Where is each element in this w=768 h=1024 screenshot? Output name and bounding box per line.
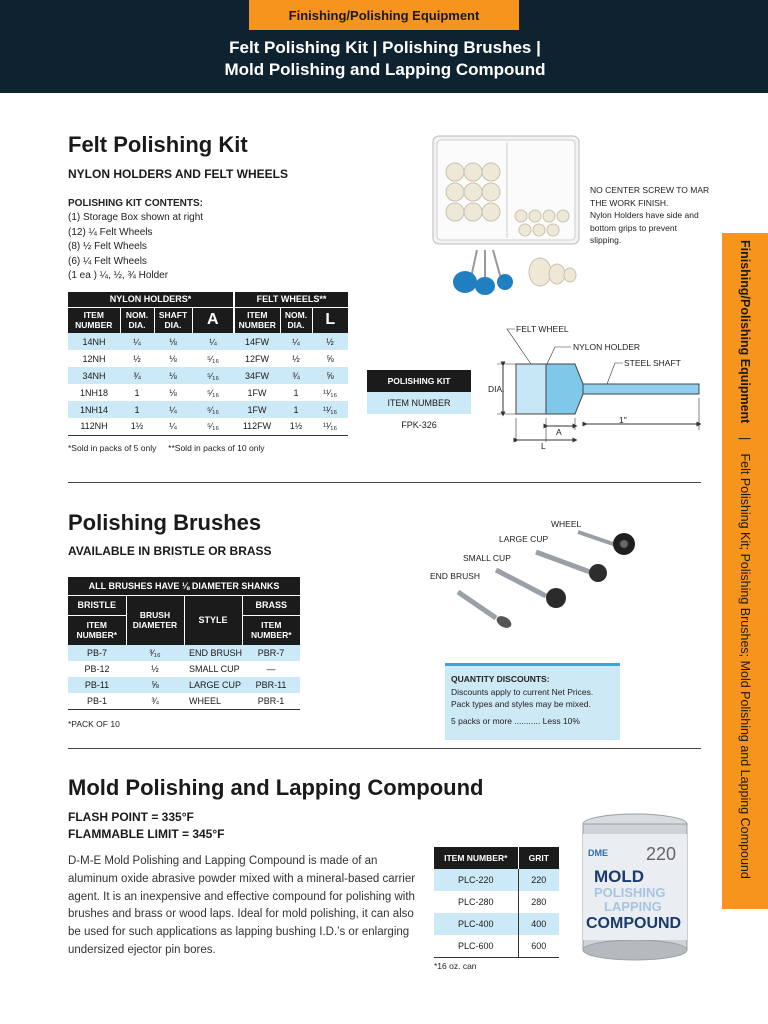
cell: ⁵⁄₁₆ [192,350,234,367]
col-header: ITEM NUMBER [75,310,113,331]
can-line3: LAPPING [604,899,662,914]
cell: 280 [518,891,559,913]
discounts-title: QUANTITY DISCOUNTS: [451,674,550,684]
kit-contents-item: (12) ¼ Felt Wheels [68,226,153,238]
kit-table-header: POLISHING KIT [387,376,451,386]
table-row [434,891,559,913]
cell: 400 [518,913,559,935]
section-divider [68,482,701,483]
cell: 12NH [68,350,120,367]
col-item-number: ITEM NUMBER* [68,615,126,645]
cell: 1NH18 [68,384,120,401]
col-brass: BRASS [242,595,300,615]
cell: SMALL CUP [184,661,242,677]
col-item-number: ITEM NUMBER* [434,847,518,869]
compound-can-photo [580,812,690,962]
cell: ⅝ [312,367,348,384]
cell: LARGE CUP [184,677,242,693]
table-row [68,333,348,350]
table-row [68,693,300,709]
side-tab-separator: | [738,436,752,441]
flammable-limit: FLAMMABLE LIMIT = 345°F [68,827,225,841]
felt-kit-title: Felt Polishing Kit [68,132,248,157]
discounts-line: Discounts apply to current Net Prices. [451,686,594,697]
can-line2: POLISHING [594,885,666,900]
cell: 1FW [234,401,280,418]
cell: PBR-1 [242,693,300,709]
holders-footnote: *Sold in packs of 5 only **Sold in packs of 10 only [68,443,265,453]
col-header: NOM. DIA. [120,307,154,333]
cell: 1 [280,401,312,418]
polishing-kit-photo [425,132,585,304]
cell: ¹¹⁄₁₆ [312,384,348,401]
table-row [434,913,559,935]
cell: ¹¹⁄₁₆ [312,401,348,418]
table-row [434,869,559,891]
cell: PB-12 [68,661,126,677]
cell: 1½ [280,418,312,435]
mold-compound-table [434,847,559,958]
brush-label-small-cup: SMALL CUP [463,553,511,563]
brush-label-end-brush: END BRUSH [430,571,481,581]
label-a: A [556,427,562,437]
cell: ¾ [126,693,184,709]
cell: 14FW [234,333,280,350]
mold-specs [68,809,224,843]
cell: 1 [120,384,154,401]
kit-contents-item: (6) ¼ Felt Wheels [68,255,147,267]
cell: ⁵⁄₁₆ [192,384,234,401]
cell: PBR-11 [242,677,300,693]
section-divider [68,748,701,749]
quantity-discounts-box [445,663,620,740]
brushes-subtitle: AVAILABLE IN BRISTLE OR BRASS [68,544,272,558]
brushes-table [68,577,300,710]
col-header: ITEM NUMBER [238,310,276,331]
holders-wheels-table [68,292,348,436]
cell: 220 [518,869,559,891]
cell: PLC-400 [434,913,518,935]
col-style: STYLE [184,595,242,645]
kit-table-label: ITEM NUMBER [367,392,471,414]
cell: ⁵⁄₁₆ [192,418,234,435]
can-brand: DME [588,848,608,858]
brushes-footnote: *PACK OF 10 [68,719,120,729]
cell: ⁵⁄₁₆ [192,401,234,418]
cell: ½ [312,333,348,350]
brush-label-large-cup: LARGE CUP [499,534,549,544]
cell: PB-11 [68,677,126,693]
cell: ¼ [192,333,234,350]
col-grit: GRIT [528,853,549,863]
cell: ¼ [154,401,192,418]
table-row [68,367,348,384]
table-row [68,661,300,677]
holder-dimension-diagram [483,318,705,452]
kit-contents [68,197,203,283]
cell: 112FW [234,418,280,435]
table-row [434,935,559,957]
cell: ³⁄₁₆ [126,645,184,661]
cell: ½ [126,661,184,677]
kit-callout [590,184,710,247]
kit-table-value: FPK-326 [367,414,471,436]
cell: 1NH14 [68,401,120,418]
table-row [68,350,348,367]
cell: ½ [120,350,154,367]
cell: ⅛ [154,333,192,350]
cell: ¼ [120,333,154,350]
col-header: NOM. DIA. [280,307,312,333]
table-row [68,645,300,661]
cell: 34NH [68,367,120,384]
mold-footnote: *16 oz. can [434,961,477,971]
kit-callout-heading: NO CENTER SCREW TO MAR THE WORK FINISH. [590,185,710,208]
cell: ⅝ [312,350,348,367]
page-title-line1: Felt Polishing Kit | Polishing Brushes | [229,38,541,57]
col-item-number: ITEM NUMBER* [250,620,292,641]
kit-contents-item: (8) ½ Felt Wheels [68,241,147,253]
label-dia: DIA. [488,384,505,394]
cell: 600 [518,935,559,957]
cell: PBR-7 [242,645,300,661]
label-steel-shaft: STEEL SHAFT [624,358,681,368]
cell: END BRUSH [184,645,242,661]
cell: PB-7 [68,645,126,661]
col-brush-diameter: BRUSH DIAMETER [126,595,184,645]
cell: — [242,661,300,677]
cell: ¾ [120,367,154,384]
brushes-banner: ALL BRUSHES HAVE ⅛ DIAMETER SHANKS [68,577,300,595]
mold-title: Mold Polishing and Lapping Compound [68,775,484,800]
col-header-l: L [312,307,348,333]
kit-callout-detail: Nylon Holders have side and bottom grips to prevent slipping. [590,210,699,245]
cell: WHEEL [184,693,242,709]
table-row [68,418,348,435]
kit-contents-item: (1) Storage Box shown at right [68,212,204,224]
cell: 1FW [234,384,280,401]
brush-label-wheel: WHEEL [551,519,582,529]
cell: 12FW [234,350,280,367]
flash-point: FLASH POINT = 335°F [68,810,194,824]
label-nylon-holder: NYLON HOLDER [573,342,641,352]
brushes-photo [428,512,643,637]
cell: PLC-220 [434,869,518,891]
can-line1: MOLD [594,867,645,886]
cell: ⅝ [126,677,184,693]
cell: ¾ [280,367,312,384]
category-tab: Finishing/Polishing Equipment [249,0,519,30]
felt-kit-subtitle: NYLON HOLDERS AND FELT WHEELS [68,167,288,181]
cell: ⁵⁄₁₆ [192,367,234,384]
group-felt-wheels: FELT WHEELS** [256,294,327,305]
cell: ¼ [280,333,312,350]
cell: ⅛ [154,350,192,367]
kit-item-table [367,370,471,436]
can-grit: 220 [646,844,677,864]
discounts-line: 5 packs or more ........... Less 10% [451,715,580,726]
side-tab-category: Finishing/Polishing Equipment [738,240,752,424]
table-row [68,401,348,418]
discounts-line: Pack types and styles may be mixed. [451,699,591,709]
mold-description: D-M-E Mold Polishing and Lapping Compound is made of an aluminum oxide abrasive powder mixed with a mineral-based carrier agent. It is an inexpensive and effective compound for polishing with brushes and brass or wood laps. Ideal for mold polishing, it can also be used for such applications as lapping bushing I.D.’s or enlarging undersized ejector pin bores. [68,855,416,956]
kit-contents-item: (1 ea ) ¼, ½, ¾ Holder [68,270,169,282]
table-row [68,677,300,693]
cell: PLC-280 [434,891,518,913]
page-title [150,37,620,81]
table-row [68,384,348,401]
cell: ⅛ [154,384,192,401]
cell: 34FW [234,367,280,384]
col-header-a: A [192,307,234,333]
brushes-title: Polishing Brushes [68,510,262,535]
cell: 1 [120,401,154,418]
cell: 1½ [120,418,154,435]
group-nylon-holders: NYLON HOLDERS* [68,292,234,307]
cell: 1 [280,384,312,401]
can-line4: COMPOUND [586,915,682,932]
label-one-inch: 1" [619,415,627,425]
cell: ¹¹⁄₁₆ [312,418,348,435]
page-header [0,0,768,93]
col-bristle: BRISTLE [68,595,126,615]
label-l: L [541,441,546,451]
cell: PLC-600 [434,935,518,957]
cell: ⅛ [154,367,192,384]
col-header: SHAFT DIA. [154,307,192,333]
cell: ¼ [154,418,192,435]
side-tab-topics: Felt Polishing Kit; Polishing Brushes; Mold Polishing and Lapping Compound [738,453,752,879]
cell: PB-1 [68,693,126,709]
side-tab-text [723,240,767,900]
cell: ½ [280,350,312,367]
cell: 14NH [68,333,120,350]
label-felt-wheel: FELT WHEEL [516,324,569,334]
page-title-line2: Mold Polishing and Lapping Compound [224,60,546,79]
kit-contents-title: POLISHING KIT CONTENTS: [68,198,203,209]
cell: 112NH [68,418,120,435]
